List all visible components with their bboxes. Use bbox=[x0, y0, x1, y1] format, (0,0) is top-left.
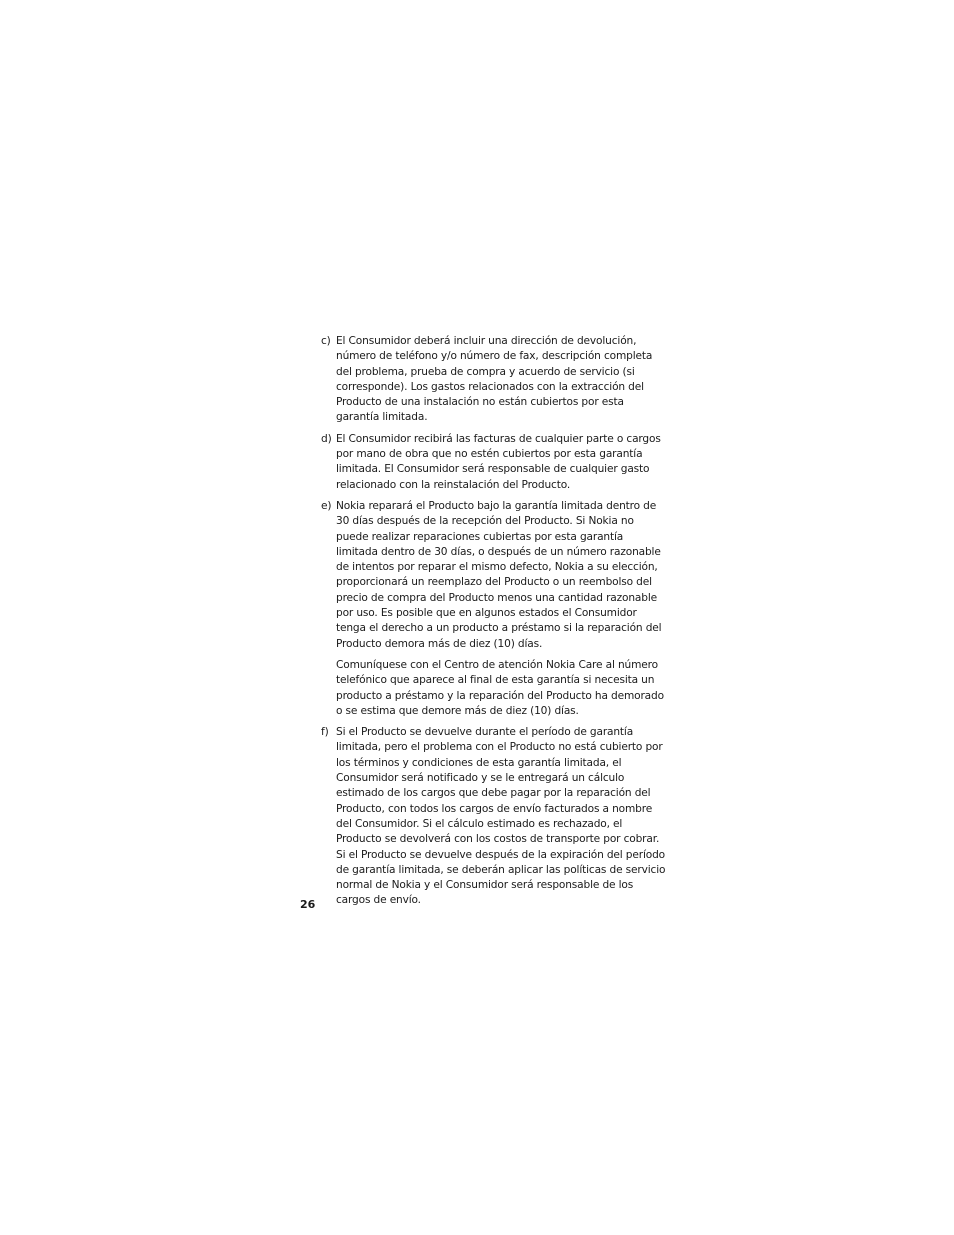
list-item-f bbox=[321, 725, 666, 909]
page-number: 26 bbox=[300, 898, 316, 911]
paragraph: Comuníquese con el Centro de atención Nokia Care al número telefónico que aparece al final de esta garantía si necesita un producto a préstamo y la reparación del Producto ha demorado o se estima que demore más de diez (10) días. bbox=[336, 658, 664, 717]
list-item-body bbox=[336, 499, 666, 719]
list-item-d bbox=[321, 432, 666, 493]
list-marker: f) bbox=[321, 726, 329, 739]
list-item-body bbox=[336, 725, 666, 909]
paragraph: Nokia reparará el Producto bajo la garantía limitada dentro de 30 días después de la recepción del Producto. Si Nokia no puede realizar reparaciones cubiertas por esta garantía limitada dentro de 30 días, o después de un número razonable de intentos por reparar el mismo defecto, Nokia a su elección, proporcionará un reemplazo del Producto o un reembolso del precio de compra del Producto menos una cantidad razonable por uso. Es posible que en algunos estados el Consumidor tenga el derecho a un producto a préstamo si la reparación del Producto demora más de diez (10) días. bbox=[336, 499, 662, 650]
list-marker: e) bbox=[321, 499, 332, 512]
list-item-e bbox=[321, 499, 666, 719]
warranty-terms-list bbox=[321, 334, 666, 915]
paragraph: Si el Producto se devuelve durante el período de garantía limitada, pero el problema con el Producto no está cubierto por los términos y condiciones de esta garantía limitada, el Consumidor será notificado y se le entregará un cálculo estimado de los cargos que debe pagar por la reparación del Producto, con todos los cargos de envío facturados a nombre del Consumidor. Si el cálculo estimado es rechazado, el Producto se devolverá con los costos de transporte por cobrar. Si el Producto se devuelve después de la expiración del período de garantía limitada, se deberán aplicar las políticas de servicio normal de Nokia y el Consumidor será responsable de los cargos de envío. bbox=[336, 726, 666, 907]
list-item-body bbox=[336, 432, 666, 493]
paragraph: El Consumidor recibirá las facturas de cualquier parte o cargos por mano de obra que no estén cubiertos por esta garantía limitada. El Consumidor será responsable de cualquier gasto relacionado con la reinstalación del Producto. bbox=[336, 432, 661, 491]
list-item-body bbox=[336, 334, 666, 426]
list-marker: c) bbox=[321, 335, 331, 347]
list-item-c bbox=[321, 334, 666, 426]
list-marker: d) bbox=[321, 432, 332, 445]
paragraph: El Consumidor deberá incluir una dirección de devolución, número de teléfono y/o número de fax, descripción completa del problema, prueba de compra y acuerdo de servicio (si corresponde). Los gastos relacionados con la extracción del Producto de una instalación no están cubiertos por esta garantía limitada. bbox=[336, 335, 653, 424]
